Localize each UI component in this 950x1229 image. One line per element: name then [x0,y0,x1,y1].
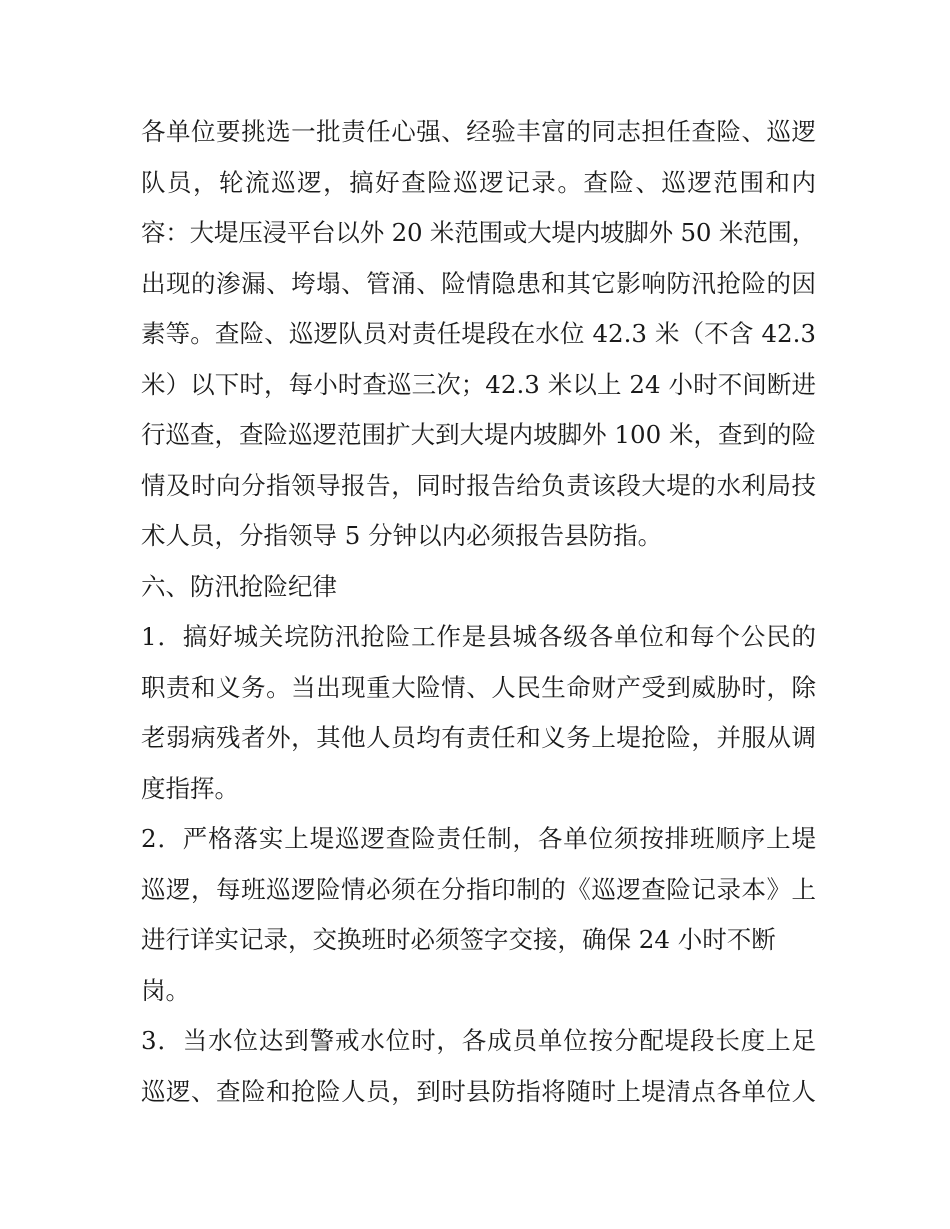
text-line: 度指挥。 [141,773,239,803]
text-line: 行巡查，查险巡逻范围扩大到大堤内坡脚外 100 米，查到的险 [141,420,816,449]
text-line: 老弱病残者外，其他人员均有责任和义务上堤抢险，并服从调 [141,723,816,752]
text-line: 进行详实记录，交换班时必须签字交接，确保 24 小时不断 [141,925,776,954]
text-line: 米）以下时，每小时查巡三次；42.3 米以上 24 小时不间断进 [141,369,816,399]
text-line: 术人员，分指领导 5 分钟以内必须报告县防指。 [141,521,663,550]
section-heading: 六、防汛抢险纪律 [141,571,337,601]
text-line: 队员，轮流巡逻，搞好查险巡逻记录。查险、巡逻范围和内 [141,167,816,197]
text-line: 出现的渗漏、垮塌、管涌、险情隐患和其它影响防汛抢险的因 [141,268,816,298]
text-line: 2．严格落实上堤巡逻查险责任制，各单位须按排班顺序上堤 [141,824,816,853]
text-line: 容：大堤压浸平台以外 20 米范围或大堤内坡脚外 50 米范围， [141,218,816,247]
text-line: 岗。 [141,975,190,1005]
text-line: 3．当水位达到警戒水位时，各成员单位按分配堤段长度上足 [141,1026,816,1055]
text-line: 情及时向分指领导报告，同时报告给负责该段大堤的水利局技 [141,470,816,500]
text-line: 1．搞好城关垸防汛抢险工作是县城各级各单位和每个公民的 [141,622,816,651]
text-line: 素等。查险、巡逻队员对责任堤段在水位 42.3 米（不含 42.3 [141,319,816,348]
body-text [141,107,816,1117]
text-line: 巡逻、查险和抢险人员，到时县防指将随时上堤清点各单位人 [141,1076,816,1106]
text-line: 职责和义务。当出现重大险情、人民生命财产受到威胁时，除 [141,672,816,702]
text-line: 巡逻，每班巡逻险情必须在分指印制的《巡逻查险记录本》上 [141,874,816,904]
text-line: 各单位要挑选一批责任心强、经验丰富的同志担任查险、巡逻 [141,117,816,146]
